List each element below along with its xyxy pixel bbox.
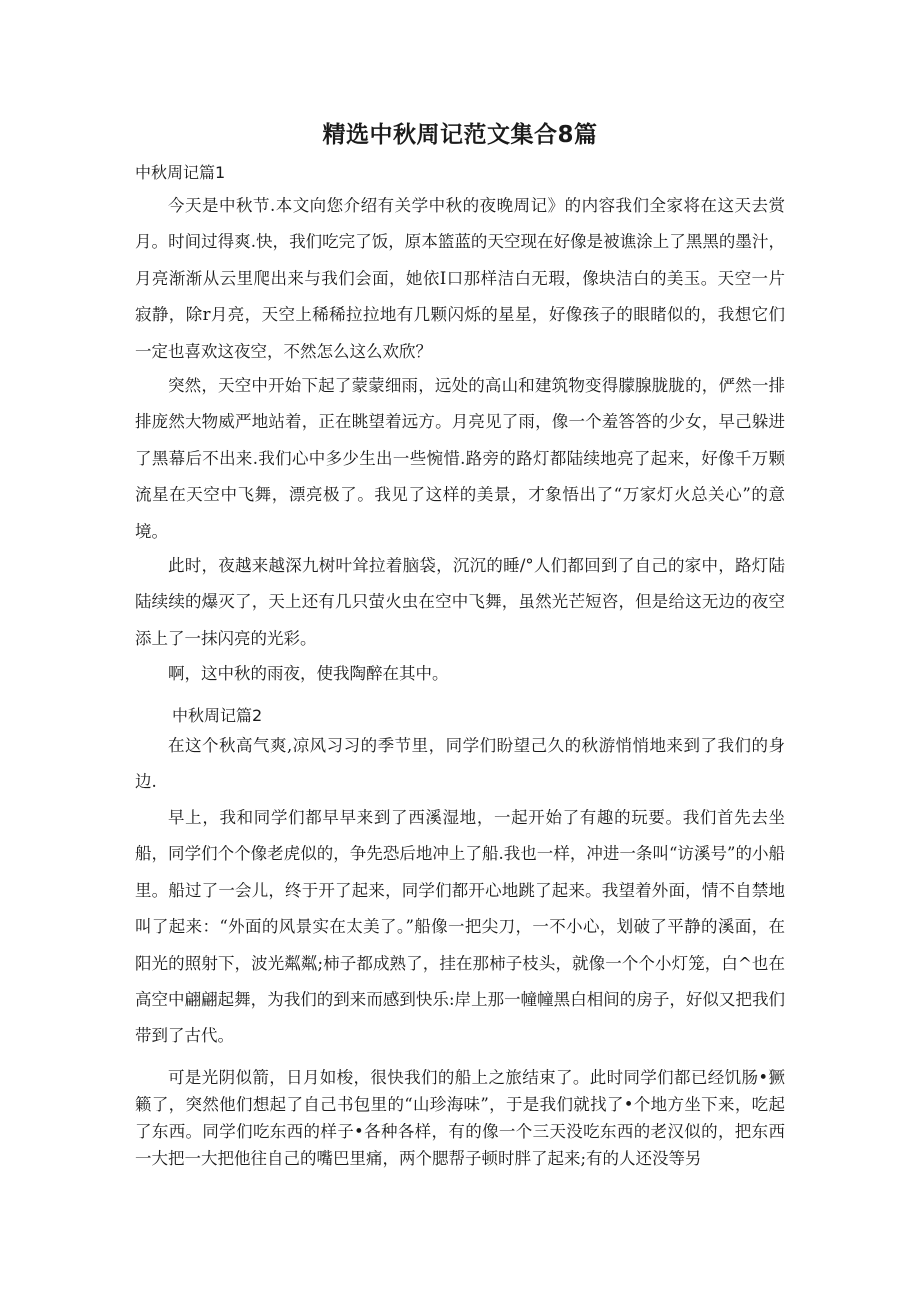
paragraph: 此时，夜越来越深九树叶耸拉着脑袋，沉沉的睡/°人们都回到了自己的家中，路灯陆陆续续的爆灭了，天上还有几只萤火虫在空中飞舞，虽然光芒短咨，但是给这无边的夜空添上了一抹闪亮的光彩。	[135, 556, 785, 648]
paragraph: 啊，这中秋的雨夜，使我陶醉在其中。	[168, 664, 449, 683]
paragraph: 早上，我和同学们都早早来到了西溪湿地，一起开始了有趣的玩要。我们首先去坐船，同学们个个像老虎似的，争先恐后地冲上了船.我也一样，冲进一条叫“访溪号”的小船里。船过了一会儿，终于开了起来，同学们都开心地跳了起来。我望着外面，情不自禁地叫了起来：“外面的风景实在太美了。”船像一把尖刀，一不小心，划破了平静的溪面，在阳光的照射下，波光粼粼;柿子都成熟了，挂在那柿子枝头，就像一个个小灯笼，白^也在高空中翩翩起舞，为我们的到来而感到快乐:岸上那一幢幢黑白相间的房子，好似又把我们带到了古代。	[135, 808, 785, 1046]
paragraph: 突然，天空中开始下起了蒙蒙细雨，远处的高山和建筑物变得朦腺胧胧的，俨然一排排庞然大物威严地站着，正在眺望着远方。月亮见了雨，像一个羞答答的少女，早己躲进了黑幕后不出来.我们心中多少生出一些惋惜.路旁的路灯都陆续地亮了起来，好像千万颗流星在天空中飞舞，漂亮极了。我见了这样的美景，才象悟出了“万家灯火总关心”的意境。	[135, 376, 785, 541]
paragraph: 今天是中秋节.本文向您介绍有关学中秋的夜晚周记》的内容我们全家将在这天去赏月。时间过得爽.快，我们吃完了饭，原本篮蓝的天空现在好像是被谯涂上了黑黑的墨汁，月亮渐渐从云里爬出来与我们会面，她依I口那样洁白无瑕，像块洁白的美玉。天空一片寂静，除r月亮，天空上稀稀拉拉地有几颗闪烁的星星，好像孩子的眼睹似的，我想它们一定也喜欢这夜空，不然怎么这么欢欣？	[135, 196, 785, 361]
document-title: 精选中秋周记范文集合8篇	[322, 122, 598, 148]
section-heading-2: 中秋周记篇2	[172, 706, 263, 725]
section-heading-1: 中秋周记篇1	[135, 163, 226, 182]
paragraph: 在这个秋高气爽,凉风习习的季节里，同学们盼望己久的秋游悄悄地来到了我们的身边.	[135, 736, 785, 792]
paragraph: 可是光阴似箭，日月如梭，很快我们的船上之旅结束了。此时同学们都已经饥肠•獗籁了，突然他们想起了自己书包里的“山珍海味”，于是我们就找了•个地方坐下来，吃起了东西。同学们吃东西的样子•各种各样，有的像一个三天没吃东西的老汉似的，把东西一大把一大把他往自己的嘴巴里痛，两个腮帮子顿时胖了起来;有的人还没等另	[135, 1068, 785, 1168]
